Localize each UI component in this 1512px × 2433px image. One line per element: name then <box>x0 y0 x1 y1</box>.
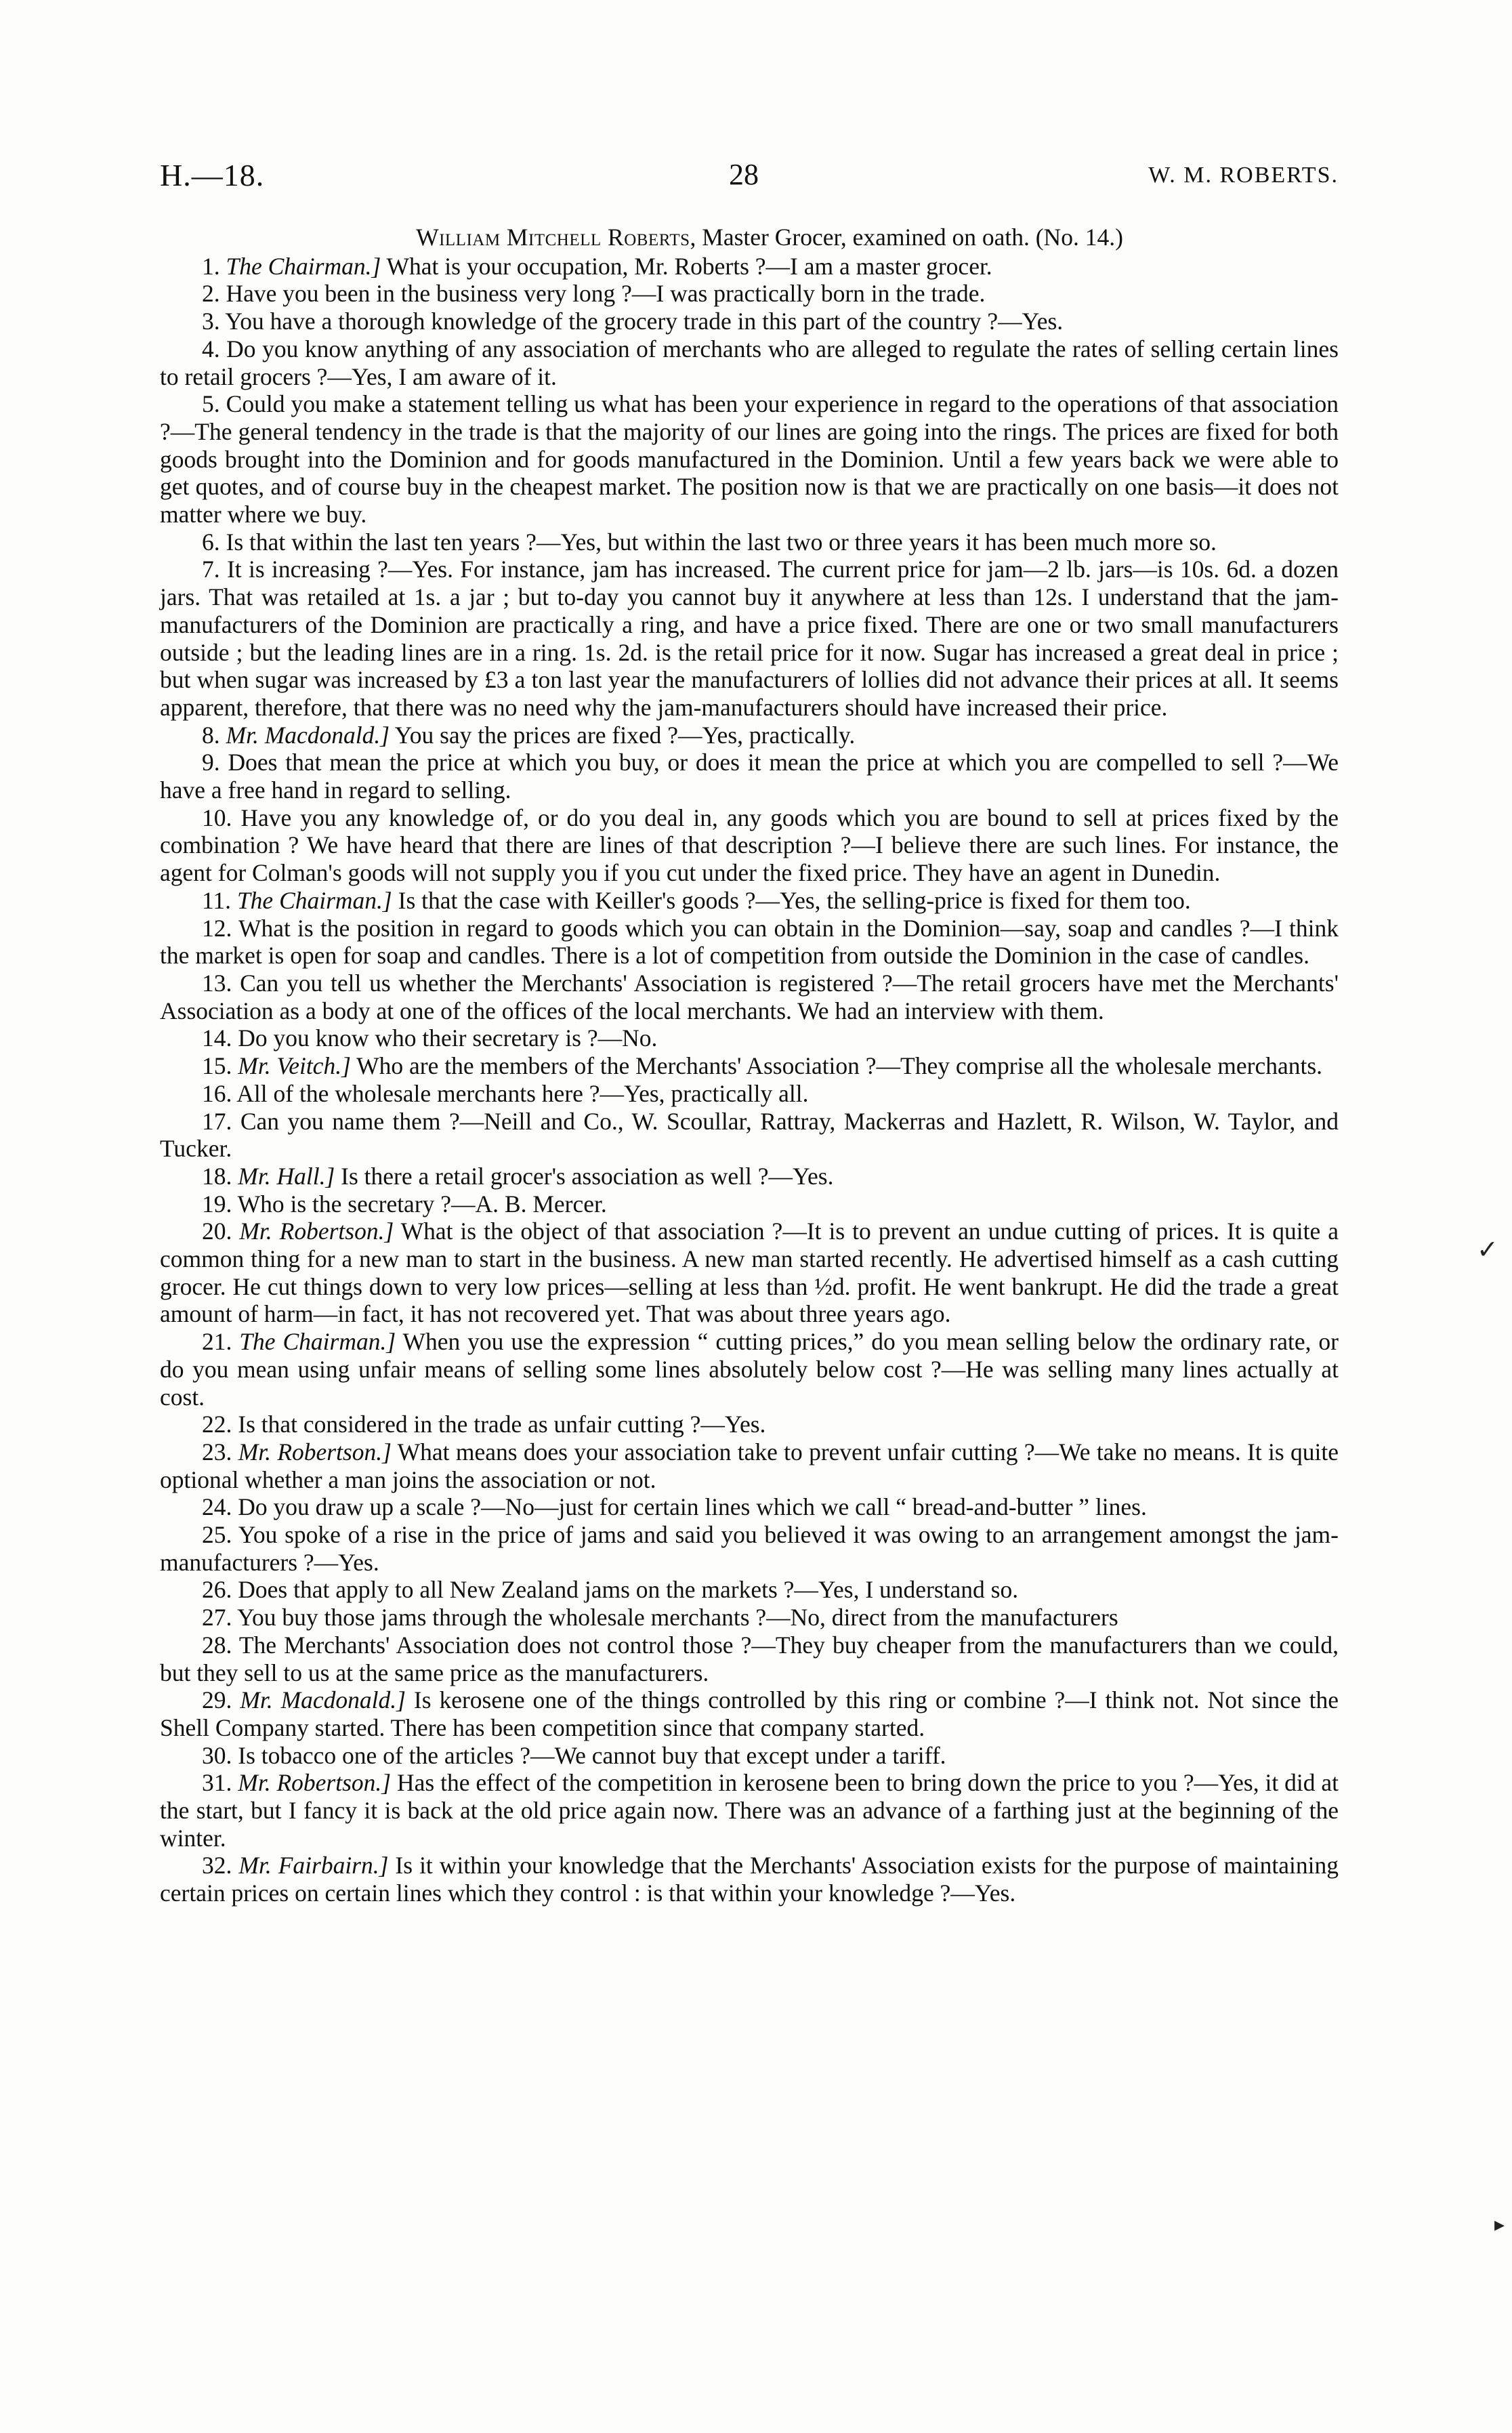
qa-paragraph <box>160 1769 1339 1852</box>
qa-paragraph <box>160 887 1339 915</box>
question-number: 10. <box>202 804 232 831</box>
speaker-name: Mr. Fairbairn.] <box>238 1852 389 1879</box>
question-number: 27. <box>202 1604 232 1631</box>
question-answer-text: All of the wholesale merchants here ?—Yes, practically all. <box>236 1079 809 1107</box>
qa-paragraph <box>160 1218 1339 1328</box>
speaker-name: Mr. Robertson.] <box>239 1218 394 1245</box>
question-number: 3. <box>202 308 220 335</box>
qa-paragraph <box>160 1328 1339 1411</box>
page-header <box>160 157 1339 211</box>
question-number: 18. <box>202 1162 232 1190</box>
question-answer-text: Is tobacco one of the articles ?—We cannot buy that except under a tariff. <box>238 1741 946 1769</box>
qa-paragraph <box>160 1411 1339 1438</box>
qa-paragraph <box>160 1742 1339 1770</box>
qa-paragraph <box>160 1604 1339 1631</box>
speaker-name: The Chairman.] <box>239 1328 396 1356</box>
qa-paragraph <box>160 280 1339 308</box>
question-number: 9. <box>202 749 220 776</box>
qa-paragraph <box>160 1521 1339 1576</box>
question-answer-text: Does that mean the price at which you buy, or does it mean the price at which you are compelled to sell ?—We have a free hand in regard to selling. <box>160 749 1339 804</box>
question-number: 1. <box>202 252 220 280</box>
question-number: 25. <box>202 1521 232 1549</box>
page-number: 28 <box>729 158 759 191</box>
document-body <box>160 224 1339 1907</box>
question-answer-text: Could you make a statement telling us what has been your experience in regard to the operations of that association ?—The general tendency in the trade is that the majority of our lines are going into the rings. The prices are fixed for both goods brought into the Dominion and for goods manufactured in the Dominion. Until a few years back we were able to get quotes, and of course buy in the cheapest market. The position now is that we are practically on one basis—it does not matter where we buy. <box>160 390 1339 528</box>
question-answer-text: You say the prices are fixed ?—Yes, practically. <box>390 721 856 749</box>
question-answer-text: Have you any knowledge of, or do you deal in, any goods which you are bound to sell at prices fixed by the combination ? We have heard that there are lines of that description ?—I believe there are such lines. For instance, the agent for Colman's goods will not supply you if you cut under the fixed price. They have an agent in Dunedin. <box>160 804 1339 887</box>
qa-paragraph <box>160 1686 1339 1741</box>
question-number: 11. <box>202 886 232 914</box>
witness-description: , Master Grocer, examined on oath. (No. 14.) <box>690 224 1123 251</box>
margin-dash-icon: ▸ <box>1494 2213 1505 2236</box>
qa-paragraph <box>160 804 1339 887</box>
qa-paragraph <box>160 1080 1339 1108</box>
question-number: 20. <box>202 1218 232 1245</box>
question-answer-text: You spoke of a rise in the price of jams and said you believed it was owing to an arrangement amongst the jam-manufacturers ?—Yes. <box>160 1521 1339 1576</box>
question-number: 13. <box>202 969 232 997</box>
qa-paragraph <box>160 1631 1339 1686</box>
question-answer-text: Can you tell us whether the Merchants' Association is registered ?—The retail grocers have met the Merchants' Association as a body at one of the offices of the local merchants. We had an interview with them. <box>160 969 1339 1024</box>
question-answer-text: Has the effect of the competition in kerosene been to bring down the price to you ?—Yes, it did at the start, but I fancy it is back at the old price again now. There was an advance of a farthing just at the beginning of the winter. <box>160 1769 1339 1852</box>
speaker-name: Mr. Veitch.] <box>238 1052 351 1080</box>
question-number: 28. <box>202 1631 232 1659</box>
speaker-name: Mr. Robertson.] <box>238 1438 392 1465</box>
qa-paragraph <box>160 1163 1339 1190</box>
question-number: 16. <box>202 1079 232 1107</box>
question-answer-text: What is the object of that association ?—It is to prevent an undue cutting of prices. It is quite a common thing for a new man to start in the business. A new man started recently. He advertised himself as a cash cutting grocer. He cut things down to very low prices—selling at less than ½d. profit. He went bankrupt. He did the trade a great amount of harm—in fact, it has not recovered yet. That was about three years ago. <box>160 1218 1339 1328</box>
question-answer-text: You buy those jams through the wholesale merchants ?—No, direct from the manufacturers <box>236 1604 1118 1631</box>
qa-paragraph <box>160 1108 1339 1163</box>
paper-reference: H.—18. <box>160 158 265 192</box>
witness-running-head: W. M. ROBERTS. <box>1148 163 1339 188</box>
question-number: 7. <box>202 556 220 583</box>
question-number: 17. <box>202 1107 232 1135</box>
speaker-name: The Chairman.] <box>236 886 392 914</box>
question-answer-text: What means does your association take to prevent unfair cutting ?—We take no means. It is quite optional whether a man joins the association or not. <box>160 1438 1339 1493</box>
qa-paragraph <box>160 1024 1339 1052</box>
question-answer-text: Do you know who their secretary is ?—No. <box>238 1024 658 1052</box>
question-number: 2. <box>202 280 220 308</box>
question-answer-text: Who is the secretary ?—A. B. Mercer. <box>237 1190 607 1218</box>
question-number: 22. <box>202 1411 232 1438</box>
question-answer-text: Who are the members of the Merchants' Association ?—They comprise all the wholesale merchants. <box>350 1052 1323 1080</box>
question-answer-text: Do you know anything of any association of merchants who are alleged to regulate the rates of selling certain lines to retail grocers ?—Yes, I am aware of it. <box>160 335 1339 390</box>
qa-paragraph <box>160 1493 1339 1521</box>
question-answer-text: Do you draw up a scale ?—No—just for certain lines which we call “ bread-and-butter ” lines. <box>238 1493 1147 1521</box>
qa-paragraph <box>160 390 1339 528</box>
question-number: 8. <box>202 721 220 749</box>
speaker-name: The Chairman.] <box>226 252 381 280</box>
question-answer-text: What is your occupation, Mr. Roberts ?—I am a master grocer. <box>381 252 992 280</box>
question-answer-text: When you use the expression “ cutting prices,” do you mean selling below the ordinary rate, or do you mean using unfair means of selling some lines absolutely below cost ?—He was selling many lines actually at cost. <box>160 1328 1339 1411</box>
question-answer-text: Does that apply to all New Zealand jams on the markets ?—Yes, I understand so. <box>238 1576 1019 1604</box>
qa-paragraph <box>160 1438 1339 1493</box>
question-number: 19. <box>202 1190 232 1218</box>
margin-mark-icon: ✓ <box>1477 1236 1498 1264</box>
question-number: 24. <box>202 1493 232 1521</box>
witness-title <box>160 224 1339 251</box>
qa-paragraph <box>160 722 1339 749</box>
qa-paragraph <box>160 915 1339 970</box>
speaker-name: Mr. Macdonald.] <box>226 721 390 749</box>
qa-paragraph <box>160 253 1339 280</box>
witness-name: William Mitchell Roberts <box>416 224 690 251</box>
qa-paragraph <box>160 1190 1339 1218</box>
question-number: 5. <box>202 390 220 418</box>
question-answer-text: You have a thorough knowledge of the grocery trade in this part of the country ?—Yes. <box>225 308 1064 335</box>
question-answer-text: What is the position in regard to goods which you can obtain in the Dominion—say, soap and candles ?—I think the market is open for soap and candles. There is a lot of competition from outside the Dominion in the case of candles. <box>160 914 1339 970</box>
question-answer-text: Is it within your knowledge that the Merchants' Association exists for the purpose of maintaining certain prices on certain lines which they control : is that within your knowledge ?—Yes. <box>160 1852 1339 1907</box>
question-answer-text: It is increasing ?—Yes. For instance, jam has increased. The current price for jam—2 lb. jars—is 10s. 6d. a dozen jars. That was retailed at 1s. a jar ; but to-day you cannot buy it anywhere at less than 12s. I understand that the jam-manufacturers of the Dominion are practically a ring, and have a price fixed. There are one or two small manufacturers outside ; but the leading lines are in a ring. 1s. 2d. is the retail price for it now. Sugar has increased a great deal in price ; but when sugar was increased by £3 a ton last year the manufacturers of lollies did not advance their prices at all. It seems apparent, therefore, that there was no need why the jam-manufacturers should have increased their price. <box>160 556 1339 721</box>
qa-paragraph <box>160 970 1339 1024</box>
question-answer-list <box>160 253 1339 1907</box>
question-number: 4. <box>202 335 220 362</box>
question-number: 23. <box>202 1438 232 1465</box>
question-number: 14. <box>202 1024 232 1052</box>
qa-paragraph <box>160 556 1339 721</box>
question-number: 32. <box>202 1852 232 1879</box>
question-number: 30. <box>202 1741 232 1769</box>
question-answer-text: Can you name them ?—Neill and Co., W. Scoullar, Rattray, Mackerras and Hazlett, R. Wilson, W. Taylor, and Tucker. <box>160 1107 1339 1163</box>
qa-paragraph <box>160 749 1339 804</box>
question-number: 31. <box>202 1769 232 1797</box>
question-answer-text: The Merchants' Association does not control those ?—They buy cheaper from the manufacturers than we could, but they sell to us at the same price as the manufacturers. <box>160 1631 1339 1686</box>
speaker-name: Mr. Robertson.] <box>238 1769 392 1797</box>
question-answer-text: Have you been in the business very long ?—I was practically born in the trade. <box>226 280 986 308</box>
speaker-name: Mr. Macdonald.] <box>240 1686 406 1714</box>
qa-paragraph <box>160 1852 1339 1907</box>
question-number: 15. <box>202 1052 232 1080</box>
question-number: 12. <box>202 914 232 942</box>
question-answer-text: Is that within the last ten years ?—Yes, but within the last two or three years it has been much more so. <box>226 528 1217 556</box>
question-answer-text: Is there a retail grocer's association as well ?—Yes. <box>335 1162 834 1190</box>
question-number: 26. <box>202 1576 232 1604</box>
qa-paragraph <box>160 335 1339 390</box>
qa-paragraph <box>160 528 1339 556</box>
qa-paragraph <box>160 308 1339 335</box>
qa-paragraph <box>160 1576 1339 1604</box>
question-answer-text: Is kerosene one of the things controlled by this ring or combine ?—I think not. Not since the Shell Company started. There has been competition since that company started. <box>160 1686 1339 1741</box>
question-answer-text: Is that the case with Keiller's goods ?—Yes, the selling-price is fixed for them too. <box>392 886 1191 914</box>
qa-paragraph <box>160 1052 1339 1080</box>
question-number: 6. <box>202 528 220 556</box>
question-number: 29. <box>202 1686 232 1714</box>
question-answer-text: Is that considered in the trade as unfair cutting ?—Yes. <box>238 1411 766 1438</box>
speaker-name: Mr. Hall.] <box>238 1162 335 1190</box>
question-number: 21. <box>202 1328 232 1356</box>
